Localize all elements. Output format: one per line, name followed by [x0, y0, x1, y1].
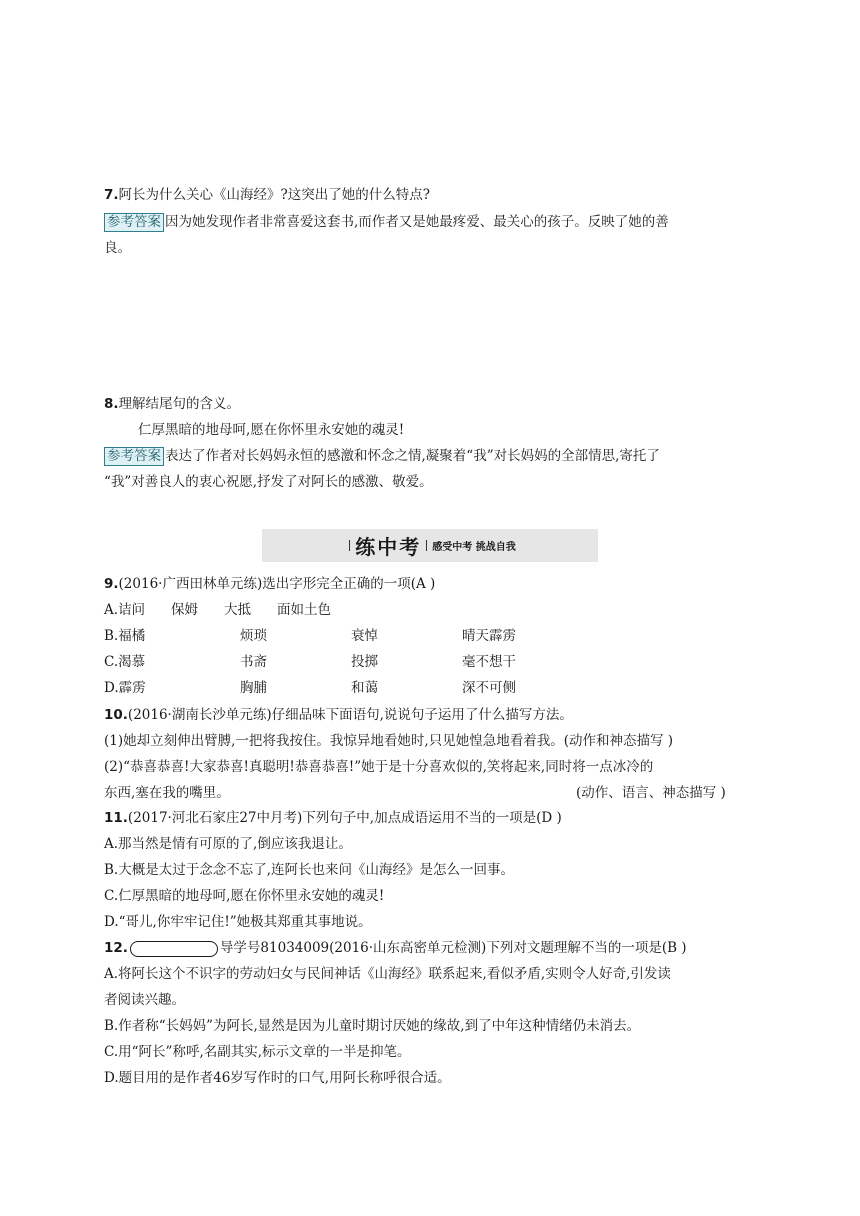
answer-tag: 参考答案 — [104, 447, 164, 466]
answer-tag: 参考答案 — [104, 213, 164, 232]
banner-subtitle: 感受中考 挑战自我 — [432, 542, 516, 553]
q12-option-d: D.题目用的是作者46岁写作时的口气,用阿长称呼很合适。 — [104, 1070, 451, 1086]
q11-stem: 11.(2017·河北石家庄27中月考)下列句子中,加点成语运用不当的一项是(D ) — [104, 810, 562, 826]
q8-quote: 仁厚黑暗的地母呵,愿在你怀里永安她的魂灵! — [138, 422, 405, 438]
q12-option-b: B.作者称“长妈妈”为阿长,显然是因为儿童时期讨厌她的缘故,到了中年这种情绪仍未消去。 — [104, 1018, 641, 1034]
q10-sentence-1: (1)她却立刻伸出臂膊,一把将我按住。我惊异地看她时,只见她惶急地看着我。(动作和神态描写 ) — [104, 733, 674, 749]
q10-sentence-2: (2)“恭喜恭喜!大家恭喜!真聪明!恭喜恭喜!”她于是十分喜欢似的,笑将起来,同时将一点冰冷的 — [104, 759, 654, 775]
banner-divider — [349, 540, 350, 551]
q7-question: 7.阿长为什么关心《山海经》?这突出了她的什么特点? — [104, 187, 431, 203]
section-banner — [262, 529, 598, 562]
banner-divider — [426, 540, 427, 551]
q11-option-d: D.“哥儿,你牢牢记住!”她极其郑重其事地说。 — [104, 914, 372, 930]
q11-option-b: B.大概是太过于念念不忘了,连阿长也来问《山海经》是怎么一回事。 — [104, 862, 515, 878]
q12-option-a: A.将阿长这个不识字的劳动妇女与民间神话《山海经》联系起来,看似矛盾,实则令人好奇,引发读 — [104, 966, 671, 982]
qr-link-oval — [130, 941, 218, 957]
q9-stem: 9.(2016·广西田林单元练)选出字形完全正确的一项(A ) — [104, 576, 436, 592]
banner-title: 练中考 — [355, 535, 422, 559]
q8-question: 8.理解结尾句的含义。 — [104, 396, 241, 412]
q9-option-a: A.诘问 保姆 大抵 面如土色 — [104, 602, 332, 618]
q12-stem: 12. 导学号81034009(2016·山东高密单元检测)下列对文题理解不当的一项是(B ) — [104, 940, 687, 956]
q12-option-c: C.用“阿长”称呼,名副其实,标示文章的一半是抑笔。 — [104, 1044, 411, 1060]
q11-option-c: C.仁厚黑暗的地母呵,愿在你怀里永安她的魂灵! — [104, 888, 385, 904]
q8-answer-cont: “我”对善良人的衷心祝愿,抒发了对阿长的感激、敬爱。 — [104, 474, 433, 490]
q11-option-a: A.那当然是情有可原的了,倒应该我退让。 — [104, 836, 352, 852]
q7-answer: 参考答案 因为她发现作者非常喜爱这套书,而作者又是她最疼爱、最关心的孩子。反映了她的善 — [104, 212, 669, 232]
q8-answer: 参考答案 表达了作者对长妈妈永恒的感激和怀念之情,凝聚着“我”对长妈妈的全部情思,寄托了 — [104, 446, 660, 466]
q10-sentence-2-cont: 东西,塞在我的嘴里。 — [104, 785, 230, 801]
q12-option-a-cont: 者阅读兴趣。 — [104, 992, 185, 1008]
q10-answer-2: (动作、语言、神态描写 ) — [576, 785, 726, 801]
q7-answer-cont: 良。 — [104, 240, 131, 256]
q10-stem: 10.(2016·湖南长沙单元练)仔细品味下面语句,说说句子运用了什么描写方法。 — [104, 707, 573, 723]
